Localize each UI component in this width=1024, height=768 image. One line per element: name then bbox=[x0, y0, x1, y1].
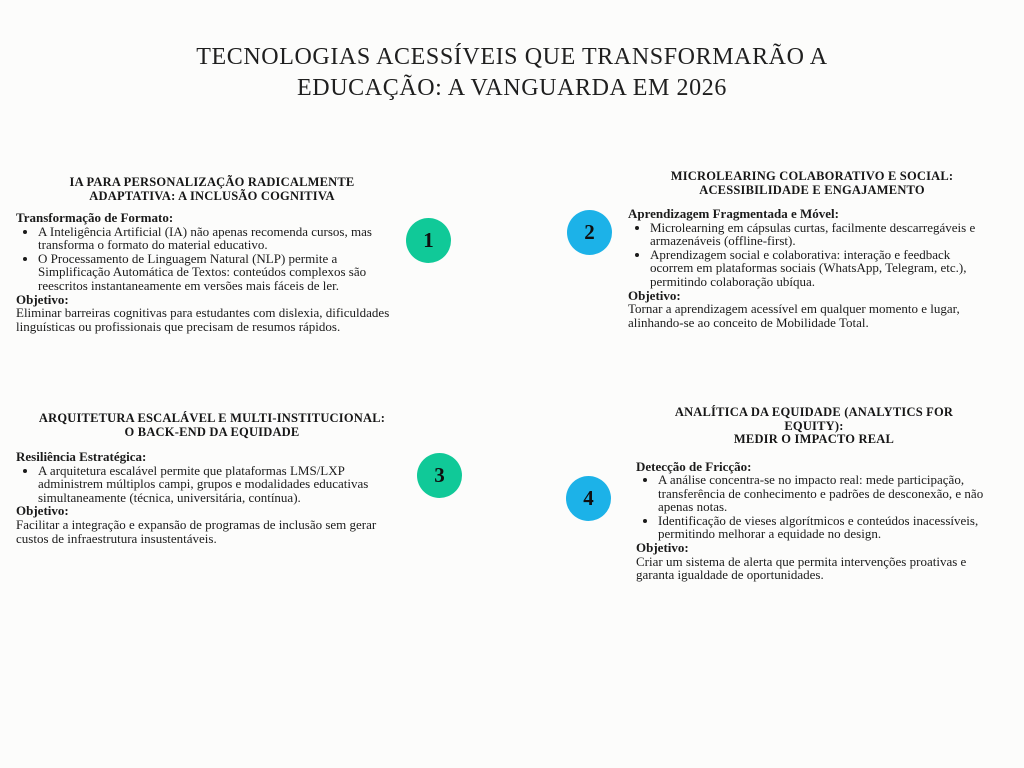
section-microlearning-social bbox=[628, 170, 996, 329]
section-ia-personalizacao bbox=[16, 176, 408, 333]
section-title-line: EQUITY): bbox=[784, 418, 844, 433]
objective-text: Facilitar a integração e expansão de programas de inclusão sem gerar custos de infraestrutura insustentáveis. bbox=[16, 516, 377, 546]
objective-label: Objetivo: bbox=[16, 291, 69, 307]
section-body bbox=[16, 450, 408, 545]
section-title-line: MEDIR O IMPACTO REAL bbox=[733, 432, 895, 446]
bullet-item: • A análise concentra-se no impacto real: mede participação, transferência de conhecimento e padrões de desconexão, e não apenas notas. bbox=[658, 473, 992, 514]
lead-label: Aprendizagem Fragmentada e Móvel: bbox=[628, 206, 839, 221]
bullet-list bbox=[628, 221, 996, 289]
section-title-line: ANALÍTICA DA EQUIDADE (ANALYTICS FOR bbox=[674, 405, 954, 419]
bullet-list bbox=[636, 473, 992, 541]
section-body bbox=[636, 460, 992, 582]
objective-text: Tornar a aprendizagem acessível em qualquer momento e lugar, alinhando-se ao conceito de Mobilidade Total. bbox=[628, 301, 960, 330]
lead-label: Detecção de Fricção: bbox=[636, 458, 752, 474]
number-badge-2 bbox=[567, 210, 612, 255]
lead-label: Resiliência Estratégica: bbox=[16, 449, 147, 464]
badge-number: 4 bbox=[583, 486, 594, 510]
section-title bbox=[628, 170, 996, 197]
bullet-item: • Identificação de vieses algorítmicos e conteúdos inacessíveis, permitindo melhorar a equidade no design. bbox=[658, 514, 992, 541]
objective-text: Criar um sistema de alerta que permita intervenções proativas e garanta igualdade de oportunidades. bbox=[636, 553, 967, 583]
section-title-line: ARQUITETURA ESCALÁVEL E MULTI-INSTITUCIONAL: bbox=[38, 411, 386, 425]
badge-number: 2 bbox=[584, 220, 595, 244]
section-body bbox=[16, 211, 408, 333]
section-title bbox=[16, 176, 408, 203]
section-title-line: IA PARA PERSONALIZAÇÃO RADICALMENTE bbox=[69, 175, 355, 189]
section-body bbox=[628, 207, 996, 329]
section-title-line: ADAPTATIVA: A INCLUSÃO COGNITIVA bbox=[89, 188, 335, 203]
number-badge-3 bbox=[417, 453, 462, 498]
objective-label: Objetivo: bbox=[16, 503, 69, 519]
bullet-item: • Aprendizagem social e colaborativa: interação e feedback ocorrem em plataformas sociais (WhatsApp, Telegram, etc.), permitindo colaboração ubíqua. bbox=[650, 248, 996, 289]
section-title bbox=[16, 412, 408, 439]
bullet-item: • A arquitetura escalável permite que plataformas LMS/LXP administrem múltiplos campi, grupos e modalidades educativas simultaneamente (técnica, universitária, contínua). bbox=[38, 464, 408, 505]
badge-number: 1 bbox=[423, 228, 434, 252]
objective-label: Objetivo: bbox=[628, 287, 681, 303]
page-title bbox=[0, 42, 1024, 104]
section-analitica-equidade bbox=[636, 406, 992, 582]
bullet-list bbox=[16, 464, 408, 505]
bullet-item: • A Inteligência Artificial (IA) não apenas recomenda cursos, mas transforma o formato do material educativo. bbox=[38, 225, 408, 252]
section-title-line: ACESSIBILIDADE E ENGAJAMENTO bbox=[699, 182, 925, 197]
section-title-line: MICROLEARING COLABORATIVO E SOCIAL: bbox=[670, 169, 954, 183]
number-badge-4 bbox=[566, 476, 611, 521]
bullet-item: • O Processamento de Linguagem Natural (NLP) permite a Simplificação Automática de Textos: conteúdos complexos são reescritos instantaneamente em versões mais fáceis de ler. bbox=[38, 252, 408, 293]
bullet-item: • Microlearning em cápsulas curtas, facilmente descarregáveis e armazenáveis (offline-first). bbox=[650, 221, 996, 248]
section-title-line: O BACK-END DA EQUIDADE bbox=[124, 424, 300, 439]
objective-text: Eliminar barreiras cognitivas para estudantes com dislexia, dificuldades linguísticas ou profissionais que precisam de resumos rápidos. bbox=[16, 305, 390, 334]
number-badge-1 bbox=[406, 218, 451, 263]
page-title-line-1: TECNOLOGIAS ACESSÍVEIS QUE TRANSFORMARÃO A bbox=[196, 44, 828, 70]
page-title-line-2: EDUCAÇÃO: A VANGUARDA EM 2026 bbox=[297, 75, 727, 101]
section-arquitetura-escalavel bbox=[16, 412, 408, 545]
objective-label: Objetivo: bbox=[636, 540, 689, 556]
lead-label: Transformação de Formato: bbox=[16, 210, 174, 225]
section-title bbox=[636, 406, 992, 447]
bullet-list bbox=[16, 225, 408, 293]
badge-number: 3 bbox=[434, 463, 445, 487]
